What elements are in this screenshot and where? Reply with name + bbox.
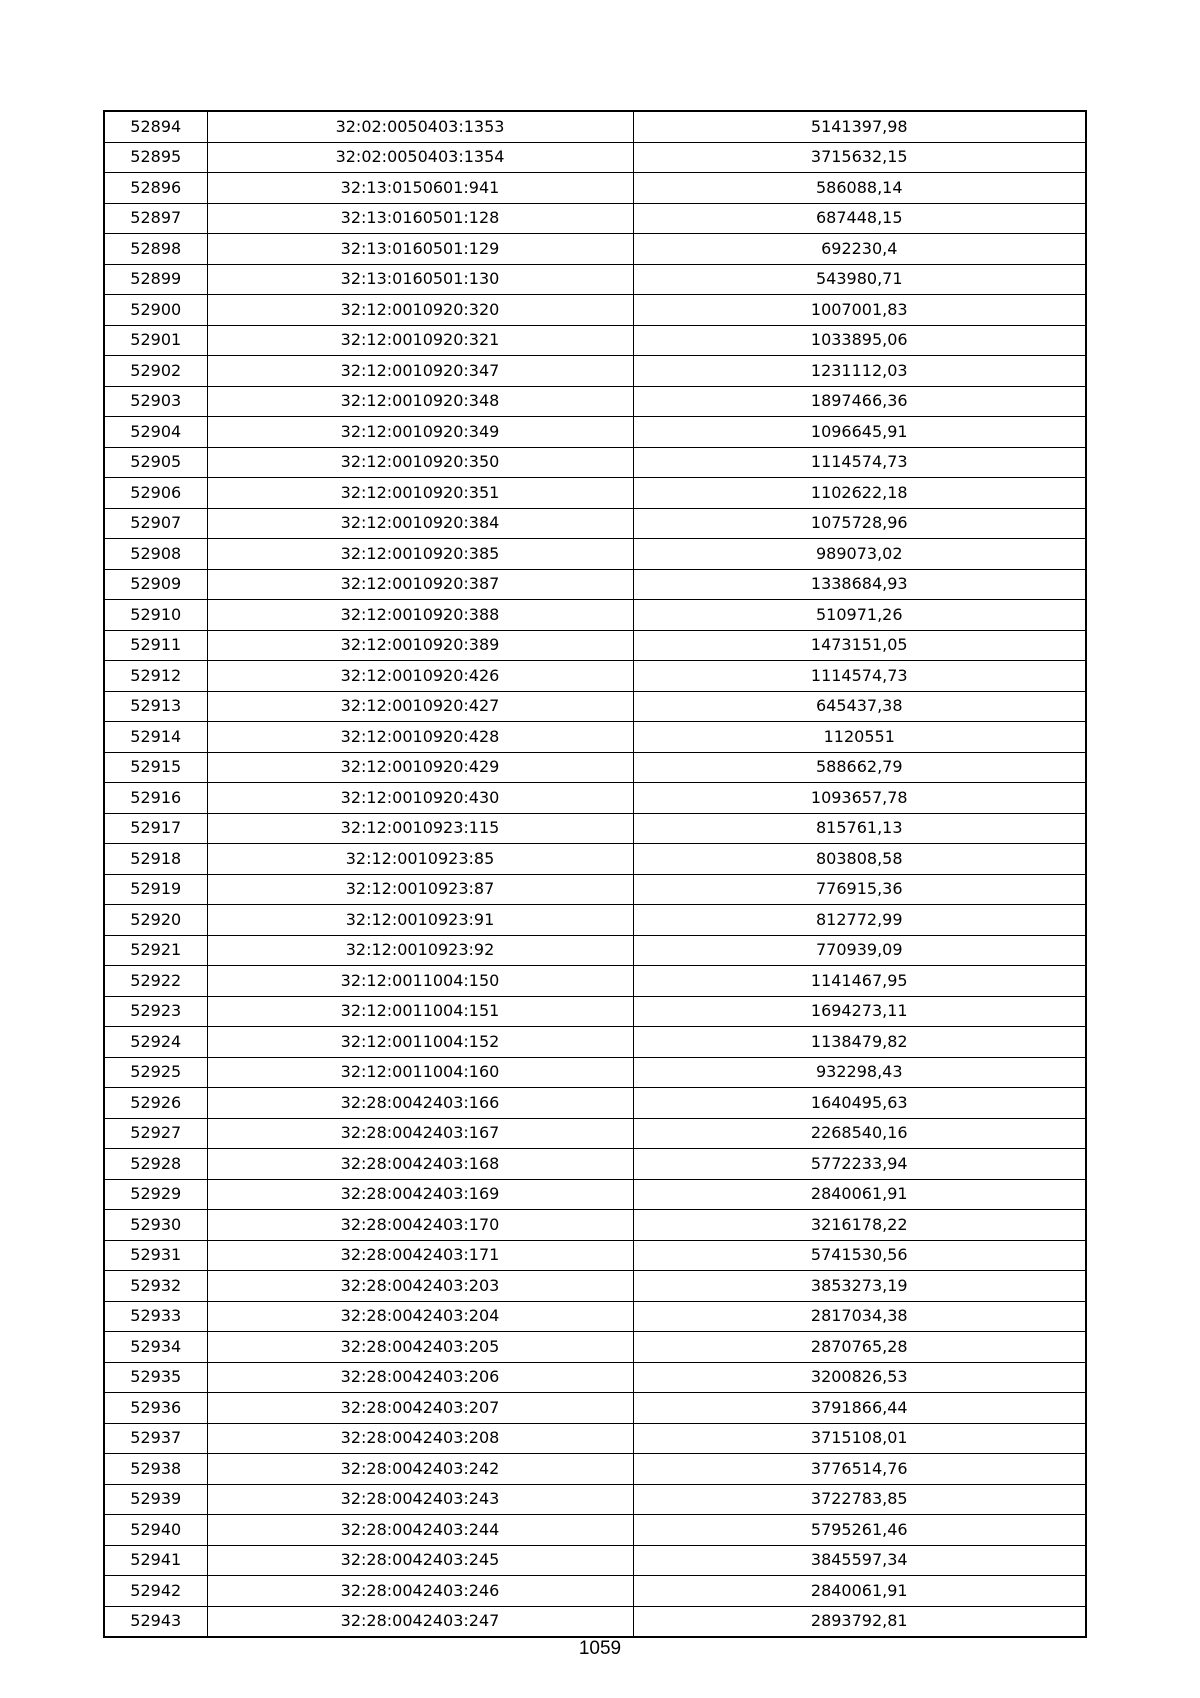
table-row [104,1362,1086,1393]
cadastral-number-cell: 32:12:0010923:85 [207,844,633,875]
cadastral-number-cell: 32:28:0042403:204 [207,1301,633,1332]
cadastral-value-cell: 3853273,19 [633,1271,1086,1302]
cadastral-number-cell: 32:12:0010920:348 [207,386,633,417]
table-row [104,478,1086,509]
table-row [104,1301,1086,1332]
table-row [104,417,1086,448]
table-row [104,1088,1086,1119]
row-number-cell: 52917 [104,813,207,844]
row-number-cell: 52918 [104,844,207,875]
row-number-cell: 52897 [104,203,207,234]
cadastral-number-cell: 32:28:0042403:246 [207,1576,633,1607]
cadastral-number-cell: 32:12:0010923:92 [207,935,633,966]
cadastral-number-cell: 32:12:0011004:150 [207,966,633,997]
cadastral-value-cell: 770939,09 [633,935,1086,966]
row-number-cell: 52941 [104,1545,207,1576]
row-number-cell: 52922 [104,966,207,997]
cadastral-value-cell: 1141467,95 [633,966,1086,997]
table-row [104,508,1086,539]
cadastral-number-cell: 32:28:0042403:170 [207,1210,633,1241]
cadastral-number-cell: 32:12:0010920:349 [207,417,633,448]
table-row [104,447,1086,478]
cadastral-number-cell: 32:02:0050403:1353 [207,111,633,142]
cadastral-value-cell: 2893792,81 [633,1606,1086,1637]
cadastral-value-cell: 687448,15 [633,203,1086,234]
row-number-cell: 52924 [104,1027,207,1058]
row-number-cell: 52936 [104,1393,207,1424]
table-row [104,1271,1086,1302]
cadastral-number-cell: 32:28:0042403:245 [207,1545,633,1576]
table-row [104,1179,1086,1210]
row-number-cell: 52928 [104,1149,207,1180]
cadastral-value-cell: 2268540,16 [633,1118,1086,1149]
table-row [104,1210,1086,1241]
cadastral-value-cell: 5141397,98 [633,111,1086,142]
row-number-cell: 52894 [104,111,207,142]
table-row [104,1606,1086,1637]
row-number-cell: 52907 [104,508,207,539]
cadastral-value-cell: 3200826,53 [633,1362,1086,1393]
cadastral-number-cell: 32:13:0160501:130 [207,264,633,295]
table-row [104,142,1086,173]
row-number-cell: 52939 [104,1484,207,1515]
cadastral-number-cell: 32:12:0011004:152 [207,1027,633,1058]
row-number-cell: 52904 [104,417,207,448]
table-row [104,295,1086,326]
row-number-cell: 52896 [104,173,207,204]
row-number-cell: 52919 [104,874,207,905]
cadastral-value-cell: 1640495,63 [633,1088,1086,1119]
cadastral-number-cell: 32:12:0010920:351 [207,478,633,509]
cadastral-value-cell: 1075728,96 [633,508,1086,539]
cadastral-number-cell: 32:28:0042403:171 [207,1240,633,1271]
table-row [104,1545,1086,1576]
cadastral-value-cell: 1007001,83 [633,295,1086,326]
row-number-cell: 52910 [104,600,207,631]
cadastral-number-cell: 32:12:0010920:347 [207,356,633,387]
row-number-cell: 52903 [104,386,207,417]
row-number-cell: 52933 [104,1301,207,1332]
row-number-cell: 52909 [104,569,207,600]
cadastral-value-cell: 1138479,82 [633,1027,1086,1058]
table-row [104,1027,1086,1058]
table-row [104,874,1086,905]
table-row [104,691,1086,722]
cadastral-value-table [103,110,1087,1638]
table-row [104,813,1086,844]
cadastral-value-cell: 3715632,15 [633,142,1086,173]
cadastral-value-cell: 692230,4 [633,234,1086,265]
table-row [104,1057,1086,1088]
table-row [104,752,1086,783]
cadastral-number-cell: 32:12:0011004:160 [207,1057,633,1088]
cadastral-number-cell: 32:12:0010920:320 [207,295,633,326]
cadastral-number-cell: 32:12:0010920:430 [207,783,633,814]
row-number-cell: 52912 [104,661,207,692]
cadastral-value-cell: 5741530,56 [633,1240,1086,1271]
cadastral-value-cell: 2817034,38 [633,1301,1086,1332]
cadastral-number-cell: 32:28:0042403:167 [207,1118,633,1149]
row-number-cell: 52902 [104,356,207,387]
cadastral-number-cell: 32:28:0042403:206 [207,1362,633,1393]
table-row [104,966,1086,997]
cadastral-value-cell: 803808,58 [633,844,1086,875]
cadastral-number-cell: 32:28:0042403:166 [207,1088,633,1119]
cadastral-value-cell: 776915,36 [633,874,1086,905]
row-number-cell: 52932 [104,1271,207,1302]
row-number-cell: 52934 [104,1332,207,1363]
cadastral-number-cell: 32:02:0050403:1354 [207,142,633,173]
row-number-cell: 52898 [104,234,207,265]
cadastral-number-cell: 32:28:0042403:205 [207,1332,633,1363]
table-row [104,203,1086,234]
cadastral-number-cell: 32:28:0042403:203 [207,1271,633,1302]
table-row [104,1332,1086,1363]
row-number-cell: 52921 [104,935,207,966]
cadastral-value-cell: 5772233,94 [633,1149,1086,1180]
cadastral-value-cell: 3715108,01 [633,1423,1086,1454]
row-number-cell: 52942 [104,1576,207,1607]
row-number-cell: 52908 [104,539,207,570]
cadastral-value-cell: 2840061,91 [633,1179,1086,1210]
cadastral-value-cell: 588662,79 [633,752,1086,783]
cadastral-number-cell: 32:12:0010920:385 [207,539,633,570]
cadastral-value-cell: 932298,43 [633,1057,1086,1088]
table-row [104,1149,1086,1180]
cadastral-value-cell: 543980,71 [633,264,1086,295]
row-number-cell: 52931 [104,1240,207,1271]
table-row [104,325,1086,356]
cadastral-number-cell: 32:12:0010923:91 [207,905,633,936]
cadastral-number-cell: 32:12:0010920:389 [207,630,633,661]
table-row [104,783,1086,814]
cadastral-value-cell: 3216178,22 [633,1210,1086,1241]
row-number-cell: 52937 [104,1423,207,1454]
cadastral-value-cell: 1093657,78 [633,783,1086,814]
cadastral-number-cell: 32:12:0010920:321 [207,325,633,356]
table-row [104,996,1086,1027]
cadastral-value-cell: 989073,02 [633,539,1086,570]
row-number-cell: 52926 [104,1088,207,1119]
row-number-cell: 52899 [104,264,207,295]
row-number-cell: 52915 [104,752,207,783]
table-row [104,722,1086,753]
cadastral-value-cell: 2840061,91 [633,1576,1086,1607]
table-row [104,600,1086,631]
cadastral-value-cell: 1102622,18 [633,478,1086,509]
cadastral-value-cell: 510971,26 [633,600,1086,631]
row-number-cell: 52911 [104,630,207,661]
cadastral-value-cell: 2870765,28 [633,1332,1086,1363]
cadastral-number-cell: 32:13:0160501:129 [207,234,633,265]
cadastral-value-cell: 1114574,73 [633,447,1086,478]
row-number-cell: 52914 [104,722,207,753]
row-number-cell: 52929 [104,1179,207,1210]
cadastral-number-cell: 32:12:0010920:429 [207,752,633,783]
row-number-cell: 52927 [104,1118,207,1149]
row-number-cell: 52923 [104,996,207,1027]
cadastral-number-cell: 32:28:0042403:168 [207,1149,633,1180]
table-row [104,905,1086,936]
table-row [104,630,1086,661]
row-number-cell: 52938 [104,1454,207,1485]
cadastral-number-cell: 32:13:0160501:128 [207,203,633,234]
cadastral-value-cell: 3845597,34 [633,1545,1086,1576]
cadastral-number-cell: 32:12:0010920:350 [207,447,633,478]
cadastral-value-cell: 1114574,73 [633,661,1086,692]
table-row [104,386,1086,417]
cadastral-number-cell: 32:28:0042403:169 [207,1179,633,1210]
cadastral-value-cell: 1096645,91 [633,417,1086,448]
cadastral-value-cell: 1231112,03 [633,356,1086,387]
cadastral-number-cell: 32:28:0042403:208 [207,1423,633,1454]
table-row [104,539,1086,570]
row-number-cell: 52943 [104,1606,207,1637]
cadastral-value-cell: 5795261,46 [633,1515,1086,1546]
table-row [104,1515,1086,1546]
cadastral-value-cell: 1897466,36 [633,386,1086,417]
row-number-cell: 52905 [104,447,207,478]
table-row [104,935,1086,966]
cadastral-number-cell: 32:28:0042403:207 [207,1393,633,1424]
cadastral-value-cell: 3722783,85 [633,1484,1086,1515]
table-body [104,111,1086,1637]
table-row [104,844,1086,875]
table-row [104,1454,1086,1485]
cadastral-value-cell: 1120551 [633,722,1086,753]
cadastral-number-cell: 32:13:0150601:941 [207,173,633,204]
cadastral-number-cell: 32:28:0042403:242 [207,1454,633,1485]
cadastral-value-cell: 812772,99 [633,905,1086,936]
cadastral-number-cell: 32:12:0010920:387 [207,569,633,600]
row-number-cell: 52920 [104,905,207,936]
row-number-cell: 52906 [104,478,207,509]
row-number-cell: 52925 [104,1057,207,1088]
row-number-cell: 52916 [104,783,207,814]
row-number-cell: 52895 [104,142,207,173]
cadastral-number-cell: 32:12:0010920:428 [207,722,633,753]
cadastral-number-cell: 32:12:0010920:384 [207,508,633,539]
table-row [104,1423,1086,1454]
row-number-cell: 52940 [104,1515,207,1546]
cadastral-number-cell: 32:12:0010920:388 [207,600,633,631]
row-number-cell: 52900 [104,295,207,326]
cadastral-value-cell: 1473151,05 [633,630,1086,661]
cadastral-value-cell: 1694273,11 [633,996,1086,1027]
table-row [104,111,1086,142]
table-row [104,661,1086,692]
cadastral-number-cell: 32:28:0042403:247 [207,1606,633,1637]
page-number: 1059 [578,1638,622,1659]
table-row [104,1576,1086,1607]
table-row [104,173,1086,204]
cadastral-value-cell: 586088,14 [633,173,1086,204]
row-number-cell: 52935 [104,1362,207,1393]
cadastral-value-cell: 815761,13 [633,813,1086,844]
table-row [104,264,1086,295]
row-number-cell: 52913 [104,691,207,722]
cadastral-value-cell: 3776514,76 [633,1454,1086,1485]
cadastral-number-cell: 32:12:0010923:115 [207,813,633,844]
cadastral-value-cell: 3791866,44 [633,1393,1086,1424]
cadastral-number-cell: 32:12:0010920:427 [207,691,633,722]
cadastral-number-cell: 32:28:0042403:243 [207,1484,633,1515]
cadastral-number-cell: 32:12:0010923:87 [207,874,633,905]
cadastral-value-cell: 1033895,06 [633,325,1086,356]
row-number-cell: 52930 [104,1210,207,1241]
table-row [104,234,1086,265]
table-row [104,1240,1086,1271]
cadastral-number-cell: 32:12:0011004:151 [207,996,633,1027]
row-number-cell: 52901 [104,325,207,356]
cadastral-value-cell: 1338684,93 [633,569,1086,600]
table-row [104,1484,1086,1515]
table-row [104,569,1086,600]
cadastral-number-cell: 32:12:0010920:426 [207,661,633,692]
cadastral-value-cell: 645437,38 [633,691,1086,722]
table-row [104,1393,1086,1424]
table-row [104,1118,1086,1149]
table-row [104,356,1086,387]
cadastral-number-cell: 32:28:0042403:244 [207,1515,633,1546]
